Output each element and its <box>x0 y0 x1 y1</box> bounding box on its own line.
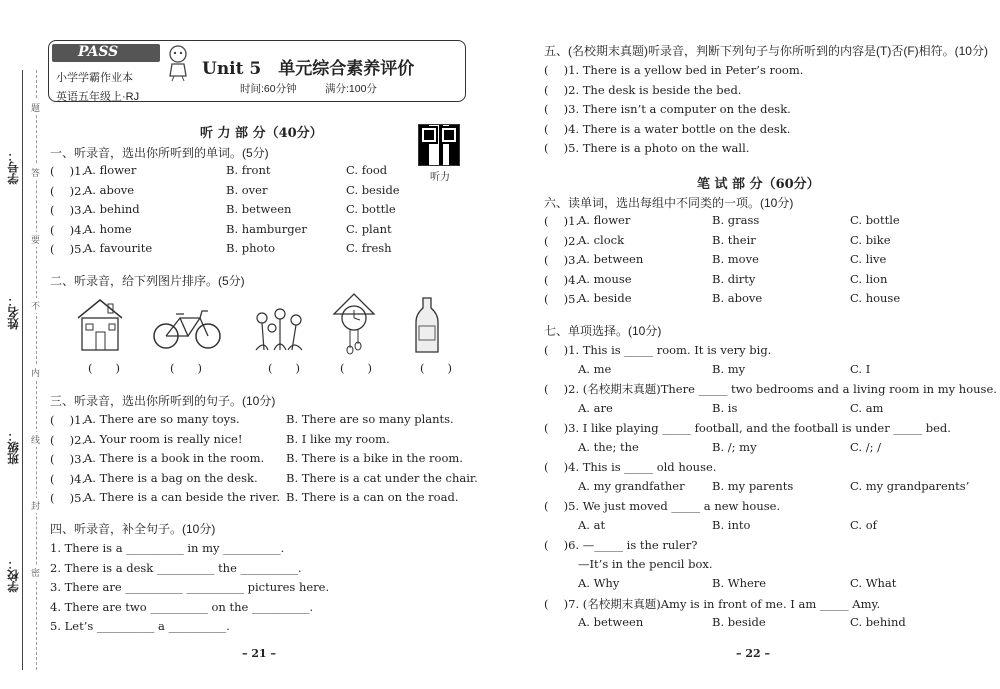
question-number: ( )4. <box>544 272 580 287</box>
option-b: B. into <box>712 517 751 532</box>
choice-question: ( )4. This is _____ old house. <box>544 460 717 474</box>
option-a: A. Why <box>578 576 620 590</box>
exam-score: 满分:100分 <box>325 83 377 95</box>
question-number: ( )5. <box>544 292 580 306</box>
fill-in-sentence: 1. There is a __________ in my __________. <box>50 541 285 555</box>
option-a: A. beside <box>578 291 632 305</box>
picture-answer-bracket: ( ) <box>170 361 202 375</box>
option-a: A. behind <box>84 202 140 216</box>
choice-question: ( )6. —_____ is the ruler? <box>544 538 698 552</box>
option-b: B. front <box>226 163 271 177</box>
fill-in-sentence: 3. There are __________ __________ pictures here. <box>50 580 330 594</box>
seal-char: 内 <box>31 365 40 380</box>
option-b: B. hamburger <box>226 221 307 236</box>
house-icon <box>74 296 126 355</box>
fill-in-sentence: 5. Let’s __________ a __________. <box>50 619 230 633</box>
option-b: B. There is a bike in the room. <box>286 451 463 465</box>
mascot-icon <box>160 42 196 82</box>
true-false-item: ( )5. There is a photo on the wall. <box>544 141 750 155</box>
section-3-title: 三、听录音，选出你所听到的句子。(10分) <box>50 394 276 408</box>
option-c: C. of <box>850 517 877 532</box>
logo: PASS <box>78 44 119 60</box>
option-a: A. home <box>84 221 132 236</box>
option-b: B. /; my <box>712 439 757 454</box>
choice-question: ( )1. This is _____ room. It is very big. <box>544 343 772 357</box>
option-b: B. photo <box>226 241 275 255</box>
option-a: A. at <box>578 517 606 532</box>
option-b: B. my <box>712 361 746 376</box>
option-a: A. above <box>84 182 135 197</box>
question-number: ( )3. <box>50 452 86 466</box>
choice-question: ( )3. I like playing _____ football, and the football is under _____ bed. <box>544 421 951 435</box>
question-number: ( )2. <box>544 233 580 248</box>
binding-line <box>22 70 23 670</box>
option-c: C. fresh <box>346 241 392 255</box>
option-c: C. beside <box>346 182 400 197</box>
true-false-item: ( )3. There isn’t a computer on the desk. <box>544 102 791 116</box>
section-7-title: 七、单项选择。(10分) <box>544 324 662 338</box>
option-c: C. bottle <box>850 213 900 227</box>
option-b: B. between <box>226 202 292 216</box>
listening-title: 听 力 部 分（40分） <box>200 126 323 141</box>
option-a: A. between <box>578 615 644 629</box>
seal-char: 封 <box>31 498 40 513</box>
option-b: B. grass <box>712 213 760 227</box>
section-5-title: 五、(名校期末真题)听录音，判断下列句子与你所听到的内容是(T)否(F)相符。(10分) <box>544 44 988 58</box>
option-a: A. There is a can beside the river. <box>84 490 280 504</box>
option-a: A. There are so many toys. <box>84 412 240 426</box>
page-number-21: – 21 – <box>242 647 276 660</box>
option-a: A. There is a book in the room. <box>84 451 265 465</box>
exam-time: 时间:60分钟 <box>240 83 297 95</box>
choice-question-reply: —It’s in the pencil box. <box>578 556 713 571</box>
option-c: C. What <box>850 576 897 590</box>
seal-char: 密 <box>31 565 40 580</box>
option-c: C. lion <box>850 271 888 286</box>
option-b: B. There is a cat under the chair. <box>286 470 478 485</box>
question-number: ( )1. <box>50 164 86 178</box>
qr-label: 听力 <box>430 172 450 183</box>
option-a: A. flower <box>84 163 137 177</box>
option-a: A. mouse <box>578 271 632 286</box>
option-a: A. my grandfather <box>578 478 685 493</box>
option-a: A. clock <box>578 232 625 247</box>
seal-char: 要 <box>31 232 40 247</box>
option-c: C. plant <box>346 221 392 236</box>
choice-question: ( )2. (名校期末真题)There _____ two bedrooms and a living room in my house. <box>544 382 997 396</box>
option-b: B. Where <box>712 576 767 590</box>
option-a: A. between <box>578 252 644 266</box>
question-number: ( )2. <box>50 183 86 198</box>
option-c: C. house <box>850 291 901 305</box>
choice-question: ( )7. (名校期末真题)Amy is in front of me. I am _____ Amy. <box>544 596 881 611</box>
qr-code-icon[interactable] <box>418 124 460 166</box>
option-c: C. bottle <box>346 202 396 216</box>
flowers-icon <box>250 306 310 355</box>
section-1-title: 一、听录音，选出你所听到的单词。(5分) <box>50 146 269 160</box>
option-a: A. favourite <box>84 241 153 255</box>
option-b: B. beside <box>712 615 766 629</box>
question-number: ( )4. <box>50 471 86 486</box>
option-c: C. live <box>850 252 887 266</box>
question-number: ( )2. <box>50 432 86 447</box>
true-false-item: ( )1. There is a yellow bed in Peter’s room. <box>544 63 804 77</box>
section-4-title: 四、听录音，补全句子。(10分) <box>50 522 216 536</box>
option-c: C. I <box>850 361 871 376</box>
true-false-item: ( )4. There is a water bottle on the desk. <box>544 121 791 136</box>
book-title: 小学学霸作业本 <box>56 72 133 84</box>
option-a: A. the; the <box>578 439 639 454</box>
picture-answer-bracket: ( ) <box>268 361 300 375</box>
question-number: ( )1. <box>544 214 580 228</box>
option-b: B. There is a can on the road. <box>286 490 459 504</box>
option-c: C. am <box>850 400 884 415</box>
option-b: B. I like my room. <box>286 431 390 446</box>
seal-char: 不 <box>31 298 40 313</box>
fill-in-sentence: 2. There is a desk __________ the __________. <box>50 560 302 575</box>
true-false-item: ( )2. The desk is beside the bed. <box>544 82 742 97</box>
seal-char: 题 <box>31 100 40 115</box>
number-label: 学号： <box>8 150 20 185</box>
choice-question: ( )5. We just moved _____ a new house. <box>544 499 781 513</box>
seal-char: 线 <box>31 432 40 447</box>
unit-title: Unit 5 单元综合素养评价 <box>202 59 415 79</box>
clock-icon <box>330 292 378 359</box>
book-grade: 英语五年级上·RJ <box>56 91 140 103</box>
question-number: ( )5. <box>50 491 86 505</box>
bottle-icon <box>414 296 440 359</box>
writing-title: 笔 试 部 分（60分） <box>697 177 820 192</box>
page-number-22: – 22 – <box>736 647 770 660</box>
option-a: A. flower <box>578 213 631 227</box>
fill-in-sentence: 4. There are two __________ on the __________. <box>50 599 314 614</box>
option-a: A. Your room is really nice! <box>84 431 243 446</box>
name-label: 姓名： <box>8 295 20 330</box>
option-c: C. bike <box>850 232 891 247</box>
option-c: C. /; / <box>850 439 881 454</box>
question-number: ( )5. <box>50 242 86 256</box>
option-b: B. move <box>712 252 759 266</box>
option-b: B. my parents <box>712 478 794 493</box>
school-label: 学校： <box>8 558 20 593</box>
option-b: B. their <box>712 232 756 247</box>
bike-icon <box>152 306 222 355</box>
option-b: B. dirty <box>712 271 756 286</box>
option-b: B. over <box>226 182 268 197</box>
section-2-title: 二、听录音，给下列图片排序。(5分) <box>50 274 245 288</box>
question-number: ( )4. <box>50 222 86 237</box>
option-b: B. above <box>712 291 763 305</box>
question-number: ( )3. <box>50 203 86 217</box>
question-number: ( )1. <box>50 413 86 427</box>
option-a: A. There is a bag on the desk. <box>84 470 258 485</box>
option-a: A. are <box>578 400 613 415</box>
option-b: B. There are so many plants. <box>286 412 454 426</box>
option-b: B. is <box>712 400 738 415</box>
option-a: A. me <box>578 361 612 376</box>
option-c: C. behind <box>850 615 906 629</box>
picture-answer-bracket: ( ) <box>88 361 120 375</box>
picture-answer-bracket: ( ) <box>420 361 452 375</box>
picture-answer-bracket: ( ) <box>340 361 372 375</box>
option-c: C. food <box>346 163 388 177</box>
class-label: 班级： <box>8 430 20 465</box>
question-number: ( )3. <box>544 253 580 267</box>
option-c: C. my grandparents’ <box>850 478 970 493</box>
section-6-title: 六、读单词，选出每组中不同类的一项。(10分) <box>544 196 794 210</box>
seal-char: 答 <box>31 165 40 180</box>
